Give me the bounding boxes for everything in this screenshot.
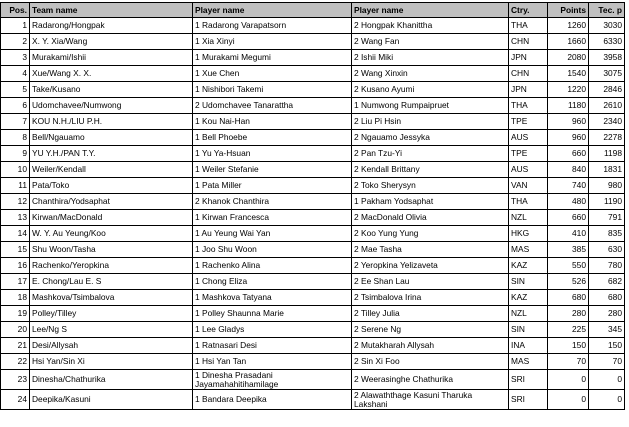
header-player-2: Player name xyxy=(352,3,509,18)
cell-country: MAS xyxy=(509,354,548,370)
cell-player-2: 2 Weerasinghe Chathurika xyxy=(352,370,509,390)
cell-player-2: 2 Tilley Julia xyxy=(352,306,509,322)
cell-team: Desi/Allysah xyxy=(30,338,193,354)
cell-pos: 17 xyxy=(1,274,30,290)
cell-tec: 780 xyxy=(589,258,625,274)
cell-player-1: 1 Au Yeung Wai Yan xyxy=(193,226,352,242)
cell-points: 385 xyxy=(548,242,589,258)
cell-tec: 3030 xyxy=(589,18,625,34)
cell-player-1: 1 Murakami Megumi xyxy=(193,50,352,66)
cell-team: Xue/Wang X. X. xyxy=(30,66,193,82)
cell-player-2: 2 Pan Tzu-Yi xyxy=(352,146,509,162)
cell-pos: 13 xyxy=(1,210,30,226)
cell-pos: 2 xyxy=(1,34,30,50)
cell-pos: 19 xyxy=(1,306,30,322)
cell-tec: 1831 xyxy=(589,162,625,178)
table-row xyxy=(1,130,625,146)
cell-country: JPN xyxy=(509,82,548,98)
cell-player-1: 2 Khanok Chanthira xyxy=(193,194,352,210)
cell-country: MAS xyxy=(509,242,548,258)
cell-tec: 2846 xyxy=(589,82,625,98)
header-points: Points xyxy=(548,3,589,18)
header-tec: Tec. p xyxy=(589,3,625,18)
cell-country: NZL xyxy=(509,306,548,322)
table-row xyxy=(1,82,625,98)
cell-tec: 2278 xyxy=(589,130,625,146)
cell-pos: 12 xyxy=(1,194,30,210)
cell-points: 1260 xyxy=(548,18,589,34)
cell-player-2: 2 Serene Ng xyxy=(352,322,509,338)
table-row xyxy=(1,194,625,210)
cell-points: 660 xyxy=(548,210,589,226)
table-row xyxy=(1,242,625,258)
cell-player-1: 1 Nishibori Takemi xyxy=(193,82,352,98)
cell-player-1: 1 Chong Eliza xyxy=(193,274,352,290)
cell-points: 680 xyxy=(548,290,589,306)
cell-player-1: 1 Yu Ya-Hsuan xyxy=(193,146,352,162)
cell-pos: 5 xyxy=(1,82,30,98)
header-country: Ctry. xyxy=(509,3,548,18)
cell-country: HKG xyxy=(509,226,548,242)
cell-points: 2080 xyxy=(548,50,589,66)
cell-points: 526 xyxy=(548,274,589,290)
cell-team: Radarong/Hongpak xyxy=(30,18,193,34)
cell-tec: 0 xyxy=(589,370,625,390)
cell-points: 1180 xyxy=(548,98,589,114)
table-row xyxy=(1,210,625,226)
cell-country: VAN xyxy=(509,178,548,194)
cell-pos: 22 xyxy=(1,354,30,370)
cell-pos: 3 xyxy=(1,50,30,66)
cell-team: Dinesha/Chathurika xyxy=(30,370,193,390)
cell-player-1: 1 Joo Shu Woon xyxy=(193,242,352,258)
cell-pos: 18 xyxy=(1,290,30,306)
cell-tec: 150 xyxy=(589,338,625,354)
cell-points: 1540 xyxy=(548,66,589,82)
cell-tec: 280 xyxy=(589,306,625,322)
cell-points: 960 xyxy=(548,114,589,130)
table-row xyxy=(1,98,625,114)
cell-tec: 791 xyxy=(589,210,625,226)
cell-points: 70 xyxy=(548,354,589,370)
cell-country: KAZ xyxy=(509,258,548,274)
cell-tec: 345 xyxy=(589,322,625,338)
cell-player-1: 1 Kirwan Francesca xyxy=(193,210,352,226)
cell-player-1: 1 Xia Xinyi xyxy=(193,34,352,50)
cell-tec: 1198 xyxy=(589,146,625,162)
cell-team: X. Y. Xia/Wang xyxy=(30,34,193,50)
cell-points: 150 xyxy=(548,338,589,354)
cell-team: Rachenko/Yeropkina xyxy=(30,258,193,274)
cell-team: Weiler/Kendall xyxy=(30,162,193,178)
cell-country: SRI xyxy=(509,390,548,410)
cell-team: Udomchavee/Numwong xyxy=(30,98,193,114)
cell-player-2: 2 Kendall Brittany xyxy=(352,162,509,178)
cell-tec: 3958 xyxy=(589,50,625,66)
table-row xyxy=(1,114,625,130)
cell-points: 550 xyxy=(548,258,589,274)
table-row xyxy=(1,50,625,66)
table-row xyxy=(1,338,625,354)
cell-team: Kirwan/MacDonald xyxy=(30,210,193,226)
cell-country: CHN xyxy=(509,66,548,82)
cell-tec: 680 xyxy=(589,290,625,306)
cell-country: CHN xyxy=(509,34,548,50)
cell-player-2: 2 Alawaththage Kasuni Tharuka Lakshani xyxy=(352,390,509,410)
cell-pos: 6 xyxy=(1,98,30,114)
cell-team: Mashkova/Tsimbalova xyxy=(30,290,193,306)
table-row xyxy=(1,274,625,290)
cell-player-1: 1 Hsi Yan Tan xyxy=(193,354,352,370)
cell-team: Chanthira/Yodsaphat xyxy=(30,194,193,210)
cell-player-2: 2 Ngauamo Jessyka xyxy=(352,130,509,146)
cell-pos: 16 xyxy=(1,258,30,274)
cell-tec: 630 xyxy=(589,242,625,258)
cell-team: Polley/Tilley xyxy=(30,306,193,322)
cell-pos: 7 xyxy=(1,114,30,130)
cell-team: W. Y. Au Yeung/Koo xyxy=(30,226,193,242)
table-row xyxy=(1,258,625,274)
header-pos: Pos. xyxy=(1,3,30,18)
cell-country: TPE xyxy=(509,114,548,130)
cell-team: Take/Kusano xyxy=(30,82,193,98)
cell-team: Bell/Ngauamo xyxy=(30,130,193,146)
cell-country: INA xyxy=(509,338,548,354)
table-row xyxy=(1,66,625,82)
cell-points: 1660 xyxy=(548,34,589,50)
cell-tec: 2340 xyxy=(589,114,625,130)
cell-player-1: 1 Pata Miller xyxy=(193,178,352,194)
cell-team: Shu Woon/Tasha xyxy=(30,242,193,258)
cell-country: AUS xyxy=(509,130,548,146)
cell-pos: 23 xyxy=(1,370,30,390)
cell-player-2: 1 Numwong Rumpaipruet xyxy=(352,98,509,114)
cell-country: SIN xyxy=(509,322,548,338)
cell-pos: 14 xyxy=(1,226,30,242)
cell-player-1: 1 Dinesha Prasadani Jayamahahitihamilage xyxy=(193,370,352,390)
cell-player-1: 1 Weiler Stefanie xyxy=(193,162,352,178)
cell-player-2: 2 Wang Xinxin xyxy=(352,66,509,82)
table-row xyxy=(1,290,625,306)
cell-tec: 682 xyxy=(589,274,625,290)
cell-player-1: 1 Bandara Deepika xyxy=(193,390,352,410)
cell-points: 225 xyxy=(548,322,589,338)
cell-player-2: 2 Mae Tasha xyxy=(352,242,509,258)
cell-country: KAZ xyxy=(509,290,548,306)
cell-country: THA xyxy=(509,194,548,210)
cell-player-1: 1 Bell Phoebe xyxy=(193,130,352,146)
cell-player-2: 2 Kusano Ayumi xyxy=(352,82,509,98)
cell-player-2: 2 Tsimbalova Irina xyxy=(352,290,509,306)
cell-pos: 10 xyxy=(1,162,30,178)
cell-pos: 8 xyxy=(1,130,30,146)
cell-points: 0 xyxy=(548,390,589,410)
cell-points: 280 xyxy=(548,306,589,322)
cell-tec: 1190 xyxy=(589,194,625,210)
table-row xyxy=(1,146,625,162)
cell-player-1: 1 Xue Chen xyxy=(193,66,352,82)
cell-team: YU Y.H./PAN T.Y. xyxy=(30,146,193,162)
cell-player-1: 1 Mashkova Tatyana xyxy=(193,290,352,306)
cell-team: Murakami/Ishii xyxy=(30,50,193,66)
cell-player-1: 1 Ratnasari Desi xyxy=(193,338,352,354)
cell-player-1: 2 Udomchavee Tanarattha xyxy=(193,98,352,114)
cell-player-2: 2 Mutakharah Allysah xyxy=(352,338,509,354)
cell-points: 410 xyxy=(548,226,589,242)
cell-player-2: 2 Sin Xi Foo xyxy=(352,354,509,370)
cell-country: SIN xyxy=(509,274,548,290)
header-player-1: Player name xyxy=(193,3,352,18)
cell-player-2: 2 Hongpak Khanittha xyxy=(352,18,509,34)
cell-player-1: 1 Radarong Varapatsorn xyxy=(193,18,352,34)
cell-points: 1220 xyxy=(548,82,589,98)
cell-country: THA xyxy=(509,18,548,34)
cell-player-1: 1 Kou Nai-Han xyxy=(193,114,352,130)
cell-tec: 980 xyxy=(589,178,625,194)
cell-tec: 2610 xyxy=(589,98,625,114)
cell-points: 840 xyxy=(548,162,589,178)
table-row xyxy=(1,178,625,194)
cell-tec: 70 xyxy=(589,354,625,370)
cell-points: 0 xyxy=(548,370,589,390)
cell-country: THA xyxy=(509,98,548,114)
cell-points: 480 xyxy=(548,194,589,210)
cell-pos: 15 xyxy=(1,242,30,258)
cell-team: Pata/Toko xyxy=(30,178,193,194)
cell-country: JPN xyxy=(509,50,548,66)
ranking-table xyxy=(0,2,625,410)
cell-team: Deepika/Kasuni xyxy=(30,390,193,410)
header-team: Team name xyxy=(30,3,193,18)
cell-player-2: 2 Ishii Miki xyxy=(352,50,509,66)
table-row xyxy=(1,306,625,322)
cell-player-1: 1 Lee Gladys xyxy=(193,322,352,338)
cell-points: 660 xyxy=(548,146,589,162)
cell-player-2: 2 Koo Yung Yung xyxy=(352,226,509,242)
table-row xyxy=(1,370,625,390)
cell-team: KOU N.H./LIU P.H. xyxy=(30,114,193,130)
cell-country: NZL xyxy=(509,210,548,226)
cell-tec: 0 xyxy=(589,390,625,410)
cell-country: TPE xyxy=(509,146,548,162)
table-row xyxy=(1,354,625,370)
table-row xyxy=(1,322,625,338)
cell-pos: 9 xyxy=(1,146,30,162)
cell-pos: 21 xyxy=(1,338,30,354)
cell-player-2: 2 Liu Pi Hsin xyxy=(352,114,509,130)
cell-tec: 3075 xyxy=(589,66,625,82)
cell-points: 740 xyxy=(548,178,589,194)
cell-player-2: 2 Toko Sherysyn xyxy=(352,178,509,194)
header-row xyxy=(1,3,625,18)
cell-country: SRI xyxy=(509,370,548,390)
cell-country: AUS xyxy=(509,162,548,178)
table-row xyxy=(1,390,625,410)
cell-team: Hsi Yan/Sin Xi xyxy=(30,354,193,370)
cell-player-2: 1 Pakham Yodsaphat xyxy=(352,194,509,210)
cell-team: Lee/Ng S xyxy=(30,322,193,338)
cell-team: E. Chong/Lau E. S xyxy=(30,274,193,290)
table-row xyxy=(1,226,625,242)
cell-points: 960 xyxy=(548,130,589,146)
cell-player-2: 2 Yeropkina Yelizaveta xyxy=(352,258,509,274)
cell-player-1: 1 Rachenko Alina xyxy=(193,258,352,274)
cell-player-2: 2 Ee Shan Lau xyxy=(352,274,509,290)
cell-player-2: 2 MacDonald Olivia xyxy=(352,210,509,226)
cell-player-1: 1 Polley Shaunna Marie xyxy=(193,306,352,322)
cell-pos: 11 xyxy=(1,178,30,194)
cell-pos: 20 xyxy=(1,322,30,338)
cell-pos: 4 xyxy=(1,66,30,82)
table-row xyxy=(1,162,625,178)
cell-pos: 24 xyxy=(1,390,30,410)
table-row xyxy=(1,34,625,50)
cell-pos: 1 xyxy=(1,18,30,34)
cell-tec: 6330 xyxy=(589,34,625,50)
table-row xyxy=(1,18,625,34)
cell-tec: 835 xyxy=(589,226,625,242)
cell-player-2: 2 Wang Fan xyxy=(352,34,509,50)
